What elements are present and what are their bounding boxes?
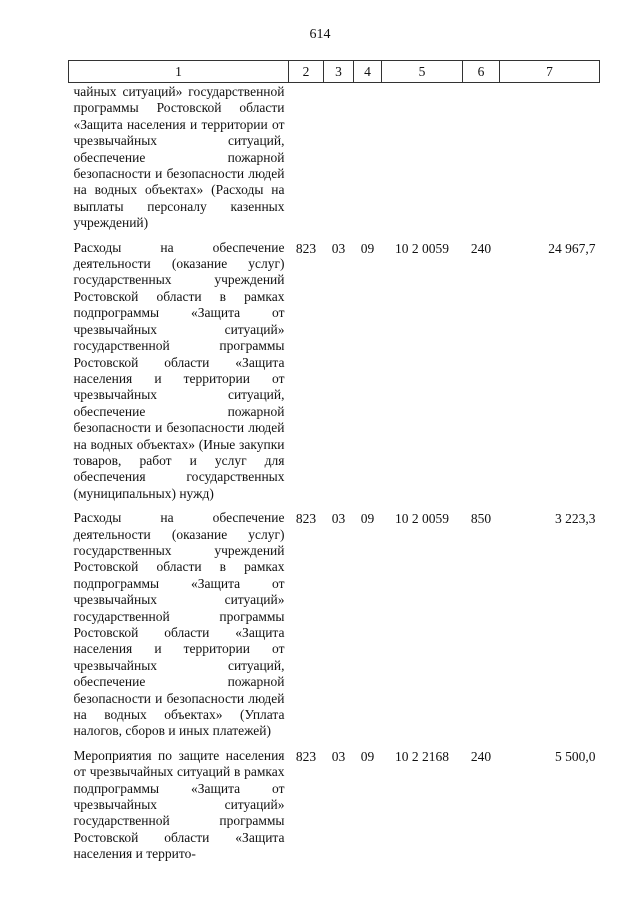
row-ministry-code [289,83,324,240]
row-target-article [382,83,463,240]
row-subsection-code: 09 [360,511,375,527]
row-description: Расходы на обеспечение деятельности (оказание услуг) государственных учреждений Ростовской области в рамках подпрограммы «Защита от чрезвычайных ситуаций» государственной программы Ростовской области «Защита населения и территории от чрезвычайных ситуаций, обеспечение пожарной безопасности и безопасности людей на водных объектах» (Уплата налогов, сборов и иных платежей) [73,510,285,739]
header-col-5: 5 [382,61,463,83]
row-section-code: 03 [331,240,346,256]
row-subsection-code: 09 [360,240,375,256]
row-target-article: 10 2 0059 [395,511,449,527]
table-row [69,510,600,748]
row-ministry-code: 823 [295,240,317,256]
row-subsection-code [354,83,382,240]
row-target-article: 10 2 2168 [395,748,449,764]
header-col-3: 3 [324,61,354,83]
row-expense-type [463,83,500,240]
row-section-code: 03 [331,748,346,764]
row-amount [500,83,600,240]
row-expense-type: 240 [470,748,492,764]
row-expense-type: 240 [470,240,492,256]
table-header-row [69,61,600,83]
row-ministry-code: 823 [295,748,317,764]
row-description: Расходы на обеспечение деятельности (оказание услуг) государственных учреждений Ростовской области в рамках подпрограммы «Защита от чрезвычайных ситуаций» государственной программы Ростовской области «Защита населения и территории от чрезвычайных ситуаций, обеспечение пожарной безопасности и безопасности людей на водных объектах» (Иные закупки товаров, работ и услуг для обеспечения государственных (муниципальных) нужд) [73,239,285,501]
header-col-7: 7 [500,61,600,83]
row-description: Мероприятия по защите населения от чрезвычайных ситуаций в рамках подпрограммы «Защита от чрезвычайных ситуаций» государственной программы Ростовской области «Защита населения и террито- [73,747,285,862]
row-expense-type: 850 [470,511,492,527]
page-number: 614 [309,27,331,42]
row-amount: 5 500,0 [555,748,596,764]
row-description: чайных ситуаций» государственной программы Ростовской области «Защита населения и территории от чрезвычайных ситуаций, обеспечение пожарной безопасности и безопасности людей на водных объектах» (Расходы на выплаты персоналу казенных учреждений) [73,84,285,231]
row-amount: 24 967,7 [548,240,596,256]
row-subsection-code: 09 [360,748,375,764]
header-col-4: 4 [354,61,382,83]
row-amount: 3 223,3 [555,511,596,527]
row-section-code [324,83,354,240]
row-section-code: 03 [331,511,346,527]
table-row [69,240,600,511]
header-col-1: 1 [69,61,289,83]
table-row [69,83,600,240]
header-col-2: 2 [289,61,324,83]
row-ministry-code: 823 [295,511,317,527]
row-target-article: 10 2 0059 [395,240,449,256]
budget-table [68,60,600,871]
table-row [69,748,600,871]
header-col-6: 6 [463,61,500,83]
